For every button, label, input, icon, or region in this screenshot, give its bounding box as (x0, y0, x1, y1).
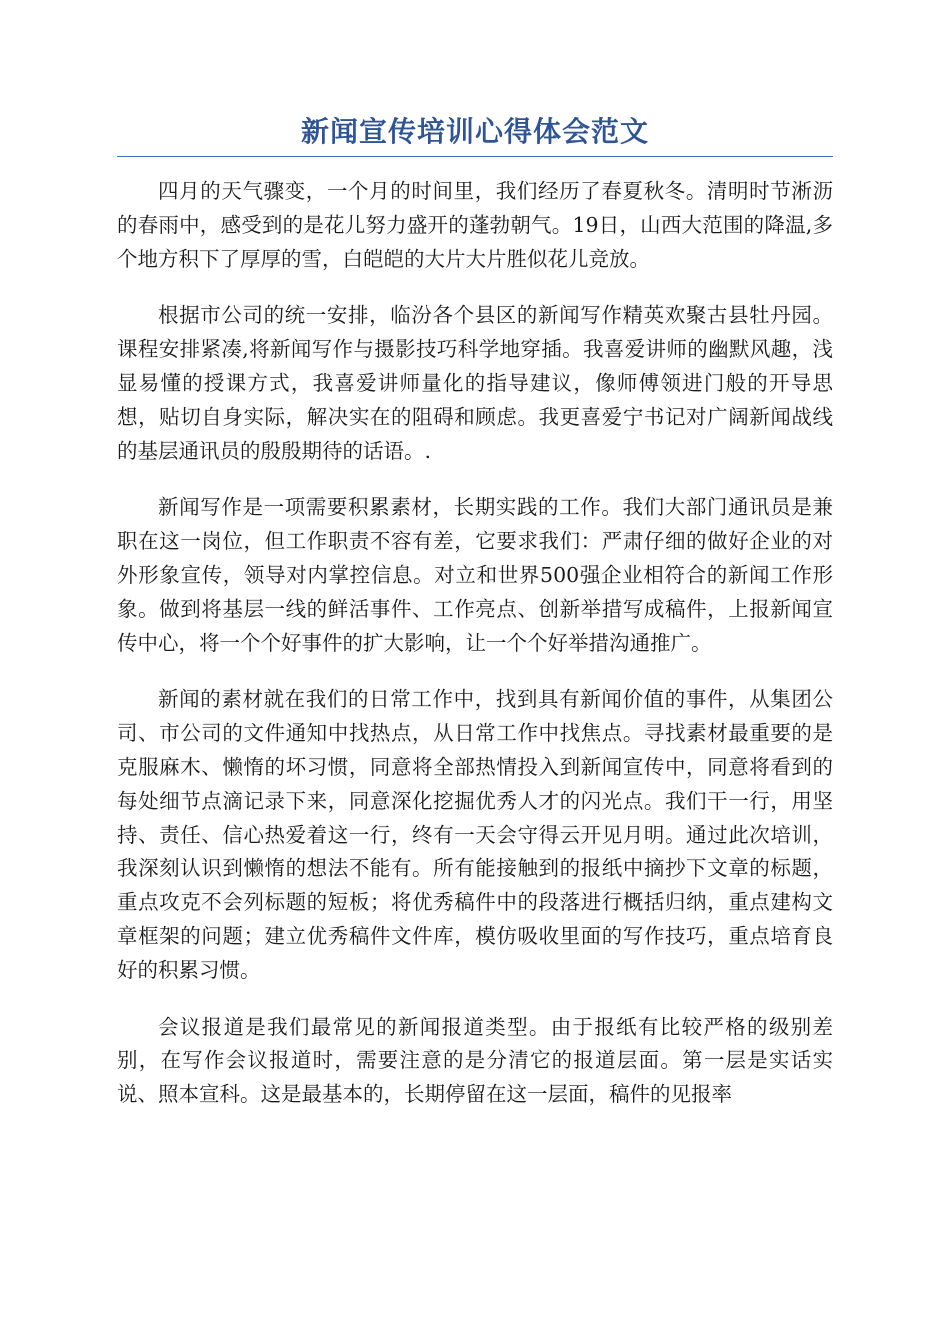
paragraph-2: 根据市公司的统一安排，临汾各个县区的新闻写作精英欢聚古县牡丹园。课程安排紧凑,将新闻写作与摄影技巧科学地穿插。我喜爱讲师的幽默风趣，浅显易懂的授课方式，我喜爱讲师量化的指导建议，像师傅领进门般的开导思想，贴切自身实际，解决实在的阻碍和顾虑。我更喜爱宁书记对广阔新闻战线的基层通讯员的殷殷期待的话语。. (117, 303, 833, 463)
document-body (117, 110, 833, 1135)
paragraph-5: 会议报道是我们最常见的新闻报道类型。由于报纸有比较严格的级别差别，在写作会议报道时，需要注意的是分清它的报道层面。第一层是实话实说、照本宣科。这是最基本的，长期停留在这一层面，稿件的见报率 (117, 1014, 833, 1107)
paragraph-3: 新闻写作是一项需要积累素材，长期实践的工作。我们大部门通讯员是兼职在这一岗位，但工作职责不容有差，它要求我们：严肃仔细的做好企业的对外形象宣传，领导对内掌控信息。对立和世界500强企业相符合的新闻工作形象。做到将基层一线的鲜活事件、工作亮点、创新举措写成稿件，上报新闻宣传中心，将一个个好事件的扩大影响，让一个个好举措沟通推广。 (117, 495, 833, 655)
title-underline (117, 156, 833, 157)
document-title: 新闻宣传培训心得体会范文 (300, 115, 649, 148)
paragraph-1: 四月的天气骤变，一个月的时间里，我们经历了春夏秋冬。清明时节淅沥的春雨中，感受到的是花儿努力盛开的蓬勃朝气。19日，山西大范围的降温,多个地方积下了厚厚的雪，白皑皑的大片大片胜似花儿竞放。 (117, 179, 833, 271)
paragraph-4: 新闻的素材就在我们的日常工作中，找到具有新闻价值的事件，从集团公司、市公司的文件通知中找热点，从日常工作中找焦点。寻找素材最重要的是克服麻木、懒惰的坏习惯，同意将全部热情投入到新闻宣传中，同意将看到的每处细节点滴记录下来，同意深化挖掘优秀人才的闪光点。我们干一行，用坚持、责任、信心热爱着这一行，终有一天会守得云开见月明。通过此次培训，我深刻认识到懒惰的想法不能有。所有能接触到的报纸中摘抄下文章的标题，重点攻克不会列标题的短板；将优秀稿件中的段落进行概括归纳，重点建构文章框架的问题；建立优秀稿件文件库，模仿吸收里面的写作技巧，重点培育良好的积累习惯。 (117, 687, 833, 982)
